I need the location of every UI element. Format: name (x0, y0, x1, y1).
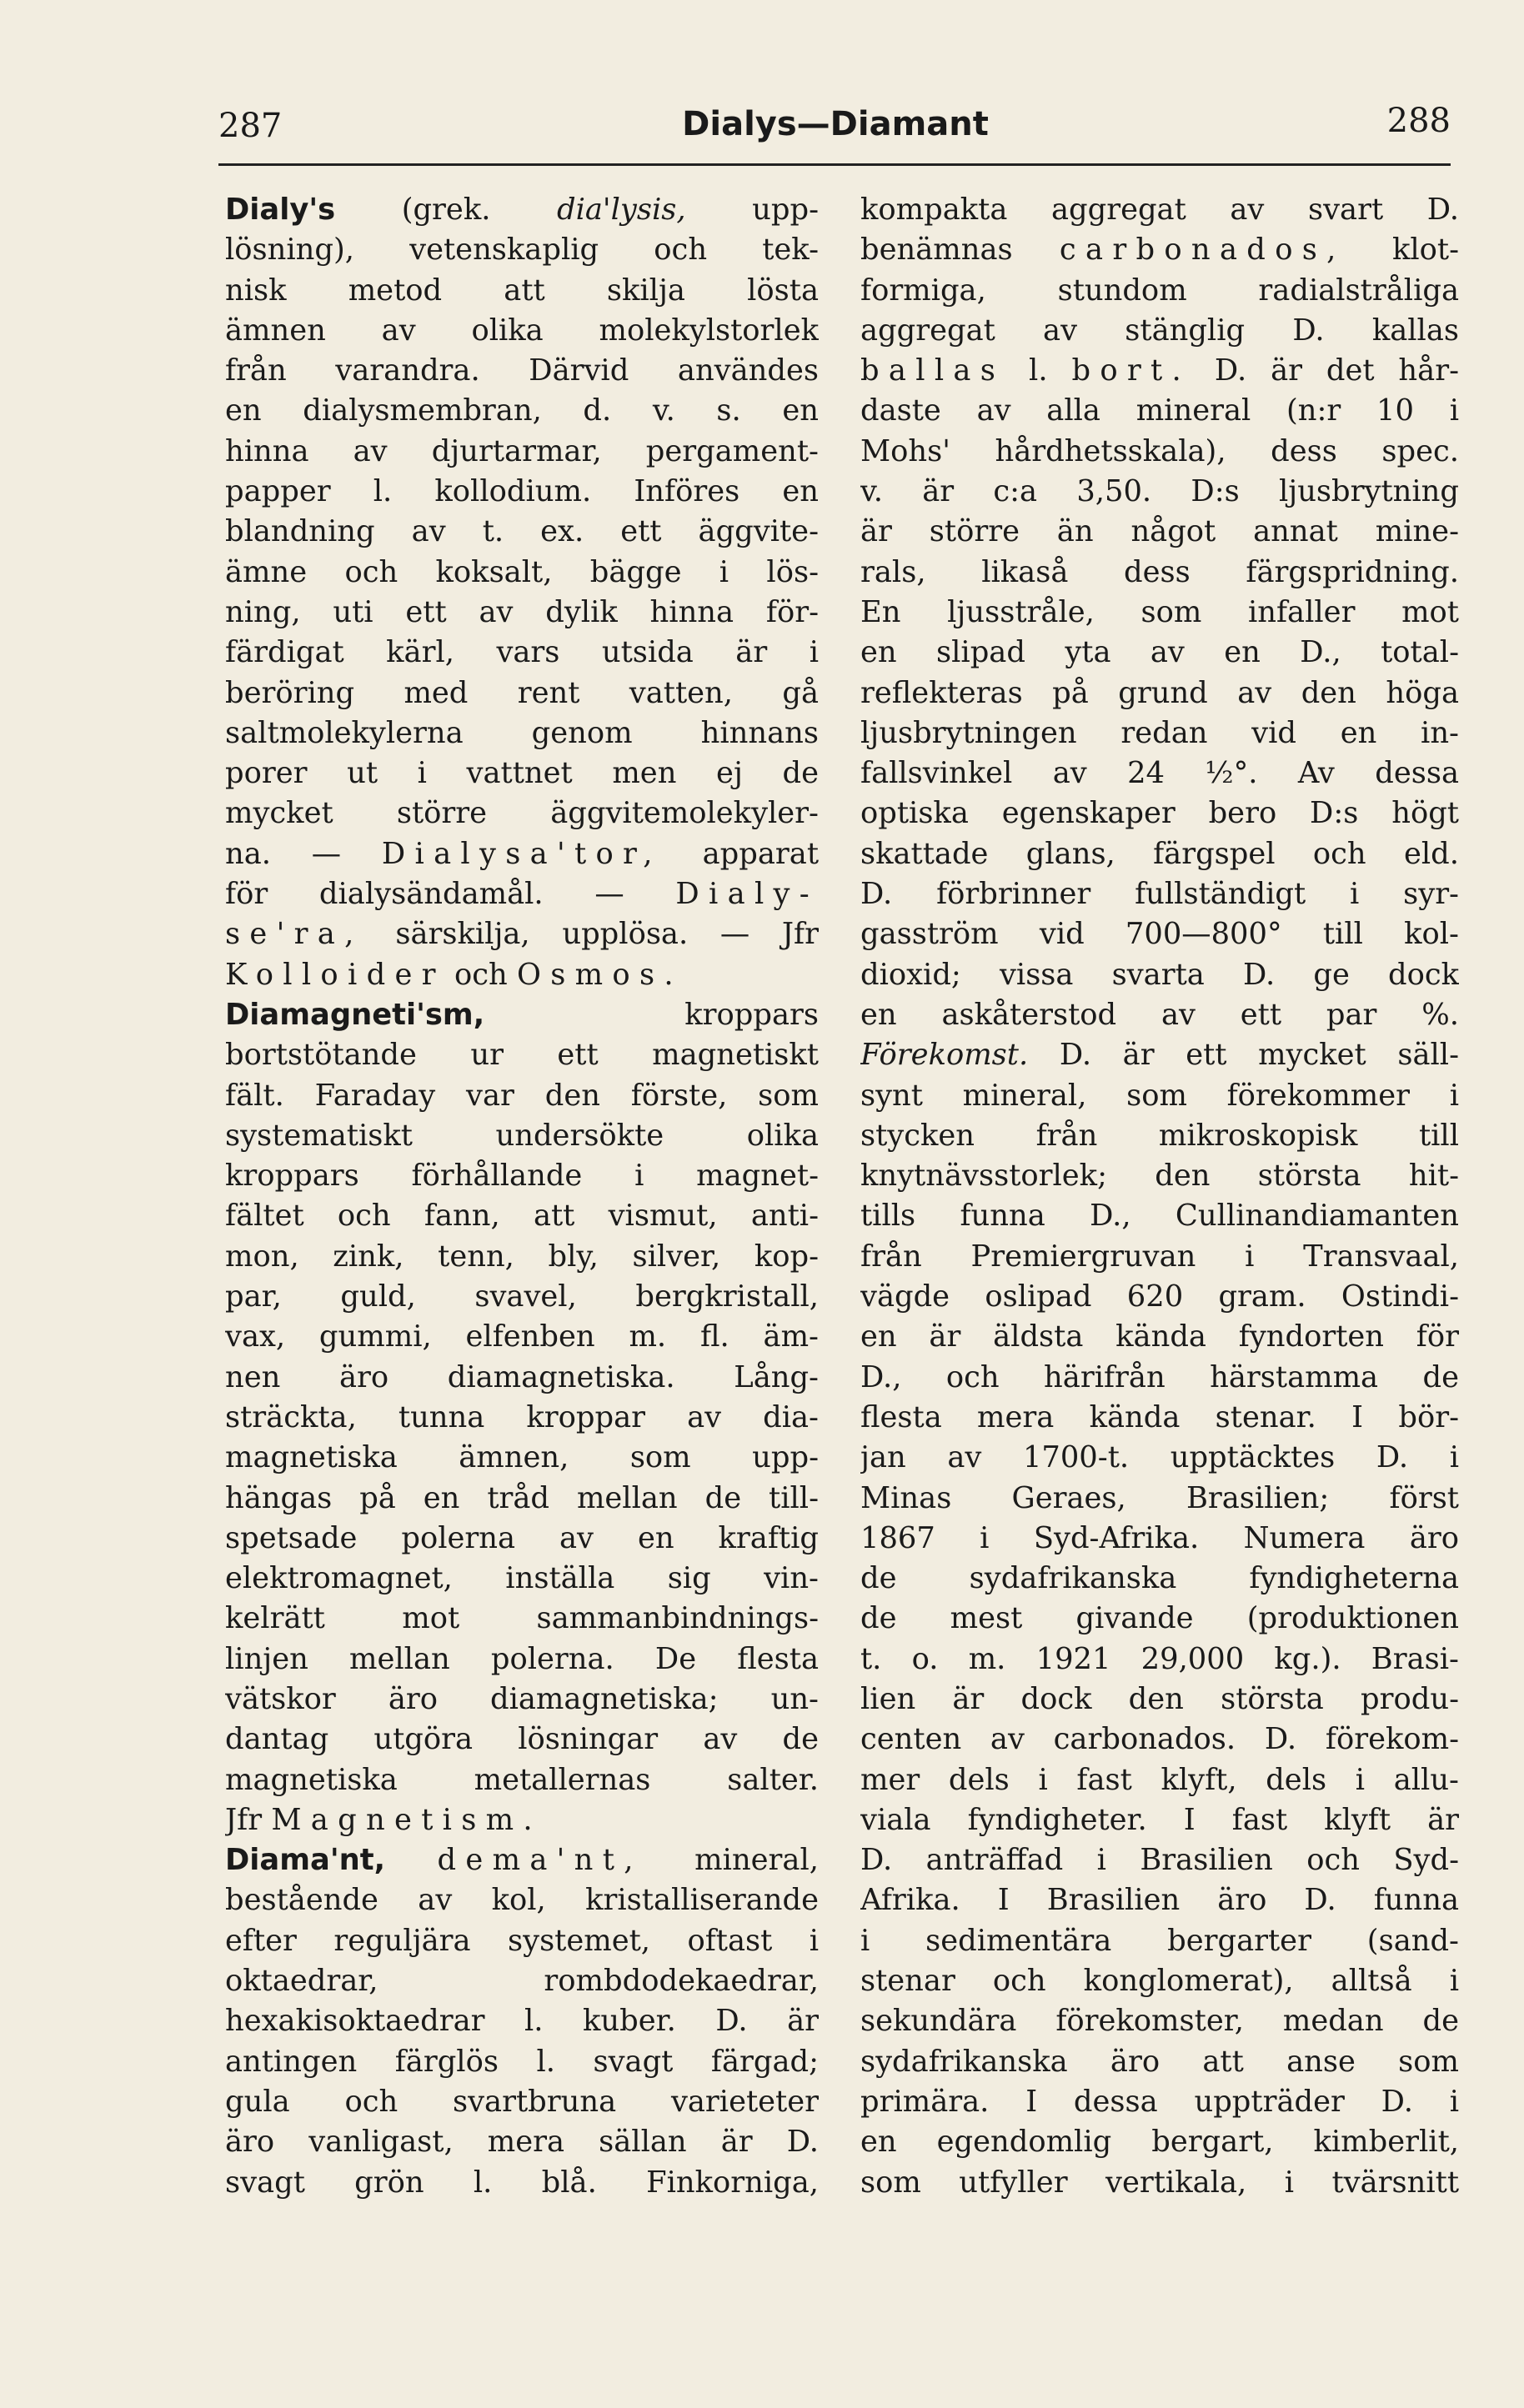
text-line (860, 1519, 1459, 1559)
line-text: primära. I dessa uppträder D. i (860, 2084, 1459, 2119)
text-line (225, 1196, 819, 1236)
italic-text: Förekomst. (860, 1038, 1029, 1073)
text-line (225, 713, 819, 753)
text-line (225, 1961, 819, 2001)
line-text: magnetiska ämnen, som upp- (225, 1440, 819, 1475)
spaced-term: Dialy- (675, 877, 819, 912)
line-text: flesta mera kända stenar. I bör- (860, 1399, 1459, 1434)
line-text: benämnas (860, 233, 1060, 268)
text-line (225, 1800, 819, 1840)
text-line (860, 1237, 1459, 1277)
line-text (385, 1843, 437, 1877)
running-title: Dialys—Diamant (682, 105, 989, 143)
line-text: en är äldsta kända fyndorten för (860, 1319, 1459, 1354)
text-line (225, 1438, 819, 1478)
text-line (225, 673, 819, 713)
text-line (860, 1479, 1459, 1519)
text-line (860, 955, 1459, 995)
text-line (225, 391, 819, 431)
line-text: D. anträffad i Brasilien och Syd- (860, 1843, 1459, 1878)
headword: Dialy's (225, 193, 336, 227)
line-text: mer dels i fast klyft, dels i allu- (860, 1762, 1459, 1797)
text-line (860, 1196, 1459, 1236)
line-text: gasström vid 700—800° till kol- (860, 917, 1459, 952)
text-line (225, 793, 819, 834)
line-text: kelrätt mot sammanbindnings- (225, 1601, 819, 1636)
line-text: magnetiska metallernas salter. (225, 1762, 819, 1797)
line-text: ning, uti ett av dylik hinna för- (225, 594, 819, 629)
text-line (860, 995, 1459, 1035)
line-text: papper l. kollodium. Införes en (225, 474, 819, 509)
text-line (860, 1840, 1459, 1880)
line-text: D., och härifrån härstamma de (860, 1359, 1459, 1394)
line-text: elektromagnet, inställa sig vin- (225, 1561, 819, 1596)
line-text: kroppars förhållande i magnet- (225, 1159, 819, 1194)
line-text: de mest givande (produktionen (860, 1601, 1459, 1636)
line-text: synt mineral, som förekommer i (860, 1078, 1459, 1113)
text-line (225, 1519, 819, 1559)
text-line (860, 1559, 1459, 1599)
text-line (225, 1116, 819, 1156)
text-line (225, 1559, 819, 1599)
line-text: mon, zink, tenn, bly, silver, kop- (225, 1239, 819, 1274)
text-line (225, 2082, 819, 2122)
italic-text: dia'lysis, (556, 193, 686, 227)
spaced-term: carbonados, (1059, 233, 1346, 268)
text-line (860, 1880, 1459, 1920)
text-line (225, 1317, 819, 1357)
page-number-right: 288 (1386, 102, 1451, 140)
line-text: apparat (661, 836, 819, 871)
line-text: Jfr (225, 1802, 272, 1837)
text-line (860, 1760, 1459, 1800)
line-text: formiga, stundom radialstråliga (860, 273, 1459, 308)
line-text: na. — (225, 836, 382, 871)
text-line (225, 753, 819, 793)
line-text: klot- (1345, 233, 1459, 268)
text-line (860, 1035, 1459, 1075)
text-line (860, 472, 1459, 512)
text-line (860, 2122, 1459, 2162)
line-text: kroppars (484, 997, 819, 1032)
line-text: reflekteras på grund av den höga (860, 675, 1459, 710)
line-text: rals, likaså dess färgspridning. (860, 554, 1459, 589)
line-text: och (444, 957, 518, 992)
line-text: spetsade polerna av en kraftig (225, 1520, 819, 1555)
line-text: gula och svartbruna varieteter (225, 2084, 819, 2119)
text-line (860, 1116, 1459, 1156)
line-text: en slipad yta av en D., total- (860, 635, 1459, 670)
line-text: par, guld, svavel, bergkristall, (225, 1279, 819, 1314)
text-line (225, 1760, 819, 1800)
spaced-term: ballas (860, 353, 1005, 388)
text-line (225, 834, 819, 874)
text-line (225, 1237, 819, 1277)
line-text: D. är ett mycket säll- (1028, 1038, 1459, 1073)
line-text: särskilja, upplösa. — Jfr (363, 917, 819, 952)
line-text: stycken från mikroskopisk till (860, 1118, 1459, 1153)
spaced-term: Osmos. (517, 957, 683, 992)
line-text: färdigat kärl, vars utsida är i (225, 635, 819, 670)
line-text: bortstötande ur ett magnetiskt (225, 1038, 819, 1073)
line-text: hinna av djurtarmar, pergament- (225, 433, 819, 468)
line-text: fältet och fann, att vismut, anti- (225, 1199, 819, 1234)
text-line (860, 1921, 1459, 1961)
text-line (860, 793, 1459, 834)
line-text: viala fyndigheter. I fast klyft är (860, 1802, 1459, 1837)
line-text: l. (1005, 353, 1072, 388)
line-text: dantag utgöra lösningar av de (225, 1722, 819, 1757)
text-line (860, 391, 1459, 431)
line-text: aggregat av stänglig D. kallas (860, 313, 1459, 348)
line-text: är större än något annat mine- (860, 514, 1459, 549)
line-text: lien är dock den största produ- (860, 1681, 1459, 1716)
line-text: centen av carbonados. D. förekom- (860, 1722, 1459, 1757)
text-line (860, 2042, 1459, 2082)
line-text: 1867 i Syd-Afrika. Numera äro (860, 1520, 1459, 1555)
line-text: från Premiergruvan i Transvaal, (860, 1239, 1459, 1274)
line-text: linjen mellan polerna. De flesta (225, 1641, 819, 1676)
line-text: hängas på en tråd mellan de till- (225, 1480, 819, 1515)
line-text: stenar och konglomerat), alltså i (860, 1964, 1459, 1999)
spaced-term: Magnetism. (271, 1802, 542, 1837)
text-line (860, 1358, 1459, 1398)
text-line (225, 432, 819, 472)
line-text: hexakisoktaedrar l. kuber. D. är (225, 2004, 819, 2039)
text-line (225, 633, 819, 673)
page-number-left: 287 (218, 107, 283, 145)
text-line (860, 713, 1459, 753)
line-text: en askåterstod av ett par %. (860, 997, 1459, 1032)
line-text: nen äro diamagnetiska. Lång- (225, 1359, 819, 1394)
text-line (860, 271, 1459, 311)
line-text: systematiskt undersökte olika (225, 1118, 819, 1153)
text-line (860, 633, 1459, 673)
text-line (860, 230, 1459, 270)
line-text: t. o. m. 1921 29,000 kg.). Brasi- (860, 1641, 1459, 1676)
line-text: v. är c:a 3,50. D:s ljusbrytning (860, 474, 1459, 509)
line-text: de sydafrikanska fyndigheterna (860, 1561, 1459, 1596)
text-line (225, 1076, 819, 1116)
text-line (860, 914, 1459, 954)
line-text: i sedimentära bergarter (sand- (860, 1923, 1459, 1958)
text-line (860, 1680, 1459, 1720)
text-line (860, 311, 1459, 351)
text-line (860, 190, 1459, 230)
line-text: jan av 1700-t. upptäcktes D. i (860, 1440, 1459, 1475)
text-line (225, 2001, 819, 2041)
line-text: nisk metod att skilja lösta (225, 273, 819, 308)
line-text: porer ut i vattnet men ej de (225, 756, 819, 791)
text-line (225, 914, 819, 954)
line-text: optiska egenskaper bero D:s högt (860, 796, 1459, 831)
text-line (860, 2163, 1459, 2203)
text-line (860, 1640, 1459, 1680)
line-text: sekundära förekomster, medan de (860, 2004, 1459, 2039)
text-line (860, 1599, 1459, 1639)
text-line (225, 1479, 819, 1519)
text-line (860, 1720, 1459, 1760)
text-line (860, 1438, 1459, 1478)
text-line (225, 593, 819, 633)
text-line (225, 995, 819, 1035)
text-line (860, 1076, 1459, 1116)
line-text: sträckta, tunna kroppar av dia- (225, 1399, 819, 1434)
text-line (860, 753, 1459, 793)
line-text: bestående av kol, kristalliserande (225, 1883, 819, 1918)
text-line (225, 1035, 819, 1075)
text-line (225, 271, 819, 311)
spaced-term: dema'nt, (437, 1843, 643, 1878)
line-text: vax, gummi, elfenben m. fl. äm- (225, 1319, 819, 1354)
line-text: dioxid; vissa svarta D. ge dock (860, 957, 1459, 992)
text-line (860, 1277, 1459, 1317)
page-header (218, 98, 1451, 165)
line-text: efter reguljära systemet, oftast i (225, 1923, 819, 1958)
text-line (860, 1800, 1459, 1840)
line-text: ljusbrytningen redan vid en in- (860, 715, 1459, 750)
text-line (225, 1599, 819, 1639)
line-text: En ljusstråle, som infaller mot (860, 594, 1459, 629)
line-text: D. förbrinner fullständigt i syr- (860, 877, 1459, 912)
text-line (860, 874, 1459, 914)
text-line (225, 1398, 819, 1438)
line-text: Minas Geraes, Brasilien; först (860, 1480, 1459, 1515)
line-text: äro vanligast, mera sällan är D. (225, 2125, 819, 2160)
text-line (860, 593, 1459, 633)
text-line (860, 673, 1459, 713)
line-text: kompakta aggregat av svart D. (860, 193, 1459, 227)
text-line (225, 351, 819, 391)
text-line (225, 1640, 819, 1680)
line-text: antingen färglös l. svagt färgad; (225, 2044, 819, 2079)
line-text: lösning), vetenskaplig och tek- (225, 233, 819, 268)
text-line (225, 2042, 819, 2082)
line-text: en egendomlig bergart, kimberlit, (860, 2125, 1459, 2160)
line-text: en dialysmembran, d. v. s. en (225, 393, 819, 428)
line-text: Afrika. I Brasilien äro D. funna (860, 1883, 1459, 1918)
line-text: från varandra. Därvid användes (225, 353, 819, 388)
text-line (860, 351, 1459, 391)
text-line (225, 1156, 819, 1196)
line-text: blandning av t. ex. ett äggvite- (225, 514, 819, 549)
line-text: fallsvinkel av 24 ½°. Av dessa (860, 756, 1459, 791)
header-rule (218, 163, 1451, 166)
text-line (860, 1156, 1459, 1196)
line-text: D. är det hår- (1191, 353, 1459, 388)
text-line (225, 1880, 819, 1920)
text-line (860, 834, 1459, 874)
line-text: vägde oslipad 620 gram. Ostindi- (860, 1279, 1459, 1314)
spaced-term: bort. (1071, 353, 1191, 388)
line-text: (grek. (335, 193, 557, 227)
spaced-term: Dialysa'tor, (381, 836, 662, 871)
text-line (860, 1317, 1459, 1357)
text-line (860, 553, 1459, 593)
text-line (860, 1398, 1459, 1438)
text-line (860, 512, 1459, 552)
text-line (225, 2163, 819, 2203)
line-text: svagt grön l. blå. Finkorniga, (225, 2165, 819, 2200)
text-line (860, 2082, 1459, 2122)
text-line (225, 512, 819, 552)
line-text: som utfyller vertikala, i tvärsnitt (860, 2165, 1459, 2200)
line-text: fält. Faraday var den förste, som (225, 1078, 819, 1113)
text-line (225, 1358, 819, 1398)
headword: Diamagneti'sm, (225, 997, 485, 1032)
line-text: knytnävsstorlek; den största hit- (860, 1159, 1459, 1194)
text-line (225, 190, 819, 230)
headword: Diama'nt, (225, 1843, 386, 1878)
spaced-term: Kolloider (225, 957, 445, 992)
text-line (225, 311, 819, 351)
line-text: mycket större äggvitemolekyler- (225, 796, 819, 831)
line-text: för dialysändamål. — (225, 877, 676, 912)
text-line (225, 472, 819, 512)
text-line (860, 1961, 1459, 2001)
line-text: skattade glans, färgspel och eld. (860, 836, 1459, 871)
line-text: vätskor äro diamagnetiska; un- (225, 1681, 819, 1716)
line-text: upp- (685, 193, 819, 227)
text-line (225, 1277, 819, 1317)
text-line (225, 230, 819, 270)
text-line (225, 955, 819, 995)
right-column (860, 190, 1459, 2203)
line-text: ämnen av olika molekylstorlek (225, 313, 819, 348)
text-line (225, 1840, 819, 1880)
text-line (860, 432, 1459, 472)
text-line (225, 1720, 819, 1760)
line-text: Mohs' hårdhetsskala), dess spec. (860, 433, 1459, 468)
text-line (225, 874, 819, 914)
line-text: saltmolekylerna genom hinnans (225, 715, 819, 750)
text-line (225, 2122, 819, 2162)
line-text: ämne och koksalt, bägge i lös- (225, 554, 819, 589)
spaced-term: se'ra, (225, 917, 363, 952)
line-text: mineral, (642, 1843, 819, 1878)
text-line (225, 553, 819, 593)
line-text: oktaedrar, rombdodekaedrar, (225, 1964, 819, 1999)
line-text: tills funna D., Cullinandiamanten (860, 1199, 1459, 1234)
text-line (860, 2001, 1459, 2041)
line-text: sydafrikanska äro att anse som (860, 2044, 1459, 2079)
line-text: beröring med rent vatten, gå (225, 675, 819, 710)
text-line (225, 1680, 819, 1720)
text-line (225, 1921, 819, 1961)
left-column (225, 190, 819, 2203)
line-text: daste av alla mineral (n:r 10 i (860, 393, 1459, 428)
